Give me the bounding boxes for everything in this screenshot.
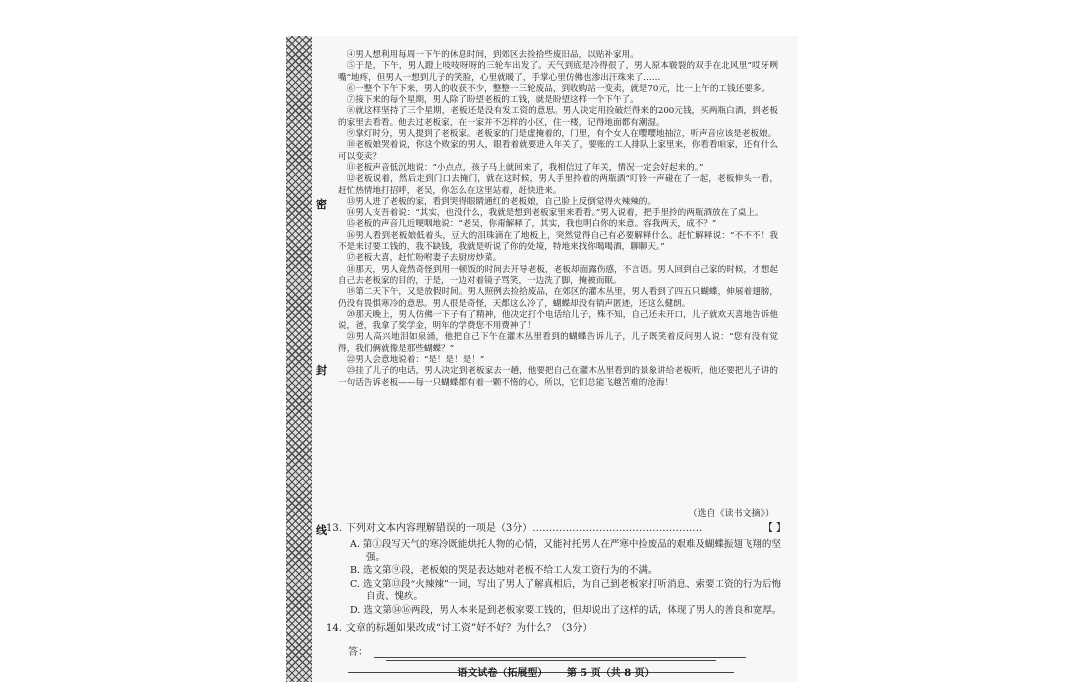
questions-section [326, 522, 786, 673]
paragraph-9: ⑨掌灯时分，男人提到了老板家。老板家的门是虚掩着的，门里，有个女人在嘤嘤地抽泣，听声音应该是老板娘。 [346, 129, 777, 140]
answer-line-1[interactable] [374, 647, 746, 658]
binding-margin-pattern [286, 36, 312, 682]
paragraph-20: ⑳那天晚上，男人仿佛一下子有了精神，他决定打个电话给儿子，殊不知，自己还未开口，儿子就欢天喜地告诉他说，爸，我拿了奖学金，明年的学费您不用费神了！ [338, 309, 778, 332]
question-14 [326, 622, 786, 635]
paragraph-17: ⑰老板大喜，赶忙吩咐妻子去厨房炒菜。 [346, 253, 502, 264]
question-14-text: 文章的标题如果改成“讨工资”好不好？为什么？（3分） [345, 622, 593, 634]
exam-page [286, 36, 798, 682]
paragraph-8: ⑧就这样坚持了三个星期，老板还是没有发工资的意思。男人决定用捡破烂得来的200元钱，买两瓶白酒，到老板的家里去看看。他去过老板家，在一家并不怎样的小区，住一楼，记得地面都有潮湿。 [338, 106, 778, 128]
paragraph-18: ⑱那天，男人竟然奇怪到用一顿饭的时间去开导老板，老板却面露伤感，不言语。男人回到自己家的时候，才想起自己去老板家的目的，于是，一边对着镜子骂笑，一边洗了脚，掩被而眠。 [338, 264, 778, 286]
paragraph-19: ⑲第二天下午，又是放假时间。男人照例去捡拾废品，在郊区的灌木丛里，男人看到了四五只蝴蝶，伸展着翅膀，仍没有畏惧寒冷的意思。男人很是奇怪，天都这么冷了，蝴蝶却没有销声匿迹，还这么健朗。 [338, 287, 778, 309]
seal-label-mi: 密 [316, 198, 327, 211]
question-13-option-b: B. 选文第⑨段，老板娘的哭是表达她对老板不给工人发工资行为的不满。 [350, 565, 658, 577]
seal-label-xian: 线 [316, 524, 327, 537]
footer-page-number: 第 5 页（共 8 页） [566, 668, 655, 679]
paragraph-7: ⑦接下来的每个星期，男人除了盼望老板的工钱，就是盼望这样一个下午了。 [346, 95, 639, 106]
paragraph-11: ⑪老板声音低沉地说：“小点点，孩子马上就回来了，我相信过了年关，情况一定会好起来的。” [346, 162, 704, 173]
page-footer [326, 664, 786, 679]
paragraph-10: ⑩老板娘哭着说，你这个败家的男人，眼看着就要进入年关了，要账的工人排队上家里来，你看看咱家，还有什么可以变卖？ [338, 140, 778, 162]
question-13-number: 13. [326, 523, 342, 534]
question-13-answer-bracket[interactable]: 【 】 [762, 523, 786, 534]
answer-label: 答： [348, 646, 368, 658]
question-13-option-c: C. 选文第⑬段“火辣辣”一词，写出了男人了解真相后，为自己到老板家打听消息、索要工资的行为后悔自责、愧疚。 [350, 578, 782, 603]
question-13-text: 下列对文本内容理解错误的一项是（3分）…………………………………………… [345, 523, 703, 534]
seal-label-feng: 封 [316, 364, 327, 377]
reading-passage [338, 50, 778, 389]
paragraph-12: ⑫老板说着，然后走到门口去掩门，就在这时候，男人手里拎着的两瓶酒“叮铃一声碰在了一起，老板伸头一看，赶忙热情地打招呼，老吴，你怎么在这里站着，赶快进来。 [338, 174, 778, 196]
question-13-option-d: D. 选文第⑭⑯两段，男人本来是到老板家要工钱的，但却说出了这样的话，体现了男人的善良和宽厚。 [350, 604, 782, 616]
paragraph-22: ㉒男人会意地说着：“是！是！是！” [346, 355, 485, 366]
paragraph-21: ㉑男人高兴地泪如泉涌，他把自己下午在灌木丛里看到的蝴蝶告诉儿子，儿子既笑着反问男人说：“您有没有觉得，我们俩就像是那些蝴蝶？” [338, 332, 778, 354]
paragraph-15: ⑮老板的声音几近哽咽地说：“老吴，你甭解释了，其实，我也明白你的来意。容我两天，成不？” [346, 219, 717, 230]
question-14-answer-row [348, 643, 786, 658]
paragraph-16: ⑯男人看到老板娘低着头，豆大的泪珠滴在了地板上，突然觉得自己有必要解释什么。赶忙解释说：“不不不！我不是来讨要工钱的，我不缺钱，我就是听说了你的处境，特地来找你喝喝酒，聊聊天。” [338, 230, 778, 253]
passage-source: （选自《读书文摘》） [688, 509, 774, 519]
paragraph-23: ㉓挂了儿子的电话，男人决定到老板家去一趟，他要把自己在灌木丛里看到的景象讲给老板听，他还要把儿子讲的一句话告诉老板——每一只蝴蝶都有着一颗不惰的心，所以，它们总能飞越苦难的沧海！ [338, 366, 778, 388]
question-13 [326, 522, 786, 535]
paragraph-6: ⑥一整个下午下来，男人的收获不少，整整一三轮废品，到收购站一变卖，就是70元，比一上午的工钱还要多。 [346, 83, 771, 94]
paragraph-5: ⑤于是，下午，男人蹬上吱吱呀呀的三轮车出发了。天气到底是冷得很了，男人原本皲裂的双手在北风里“哎牙咧嘴”地疼，但男人一想到儿子的笑脸，心里就暖了，手掌心里仿佛也渗出汗珠来了…… [338, 61, 778, 83]
footer-subject: 语文试卷（拓展型） [457, 668, 548, 679]
footer-rule [386, 660, 716, 661]
paragraph-14: ⑭男人支吾着说：“其实，也没什么，我就是想到老板家里来看看。”男人说着，把手里拎的两瓶酒放在了桌上。 [346, 208, 764, 219]
paragraph-4: ④男人想利用每周一下午的休息时间，到郊区去捡拾些废旧品，以贴补家用。 [346, 50, 639, 60]
question-14-number: 14. [326, 622, 342, 634]
question-13-option-a: A. 第①段写天气的寒冷既能烘托人物的心情，又能衬托男人在严寒中捡废品的艰难及蝴蝶振翅飞翔的坚强。 [350, 539, 781, 563]
paragraph-13: ⑬男人进了老板的家，看到哭得眼睛通红的老板娘，自己脸上反倒觉得火辣辣的。 [346, 196, 656, 207]
